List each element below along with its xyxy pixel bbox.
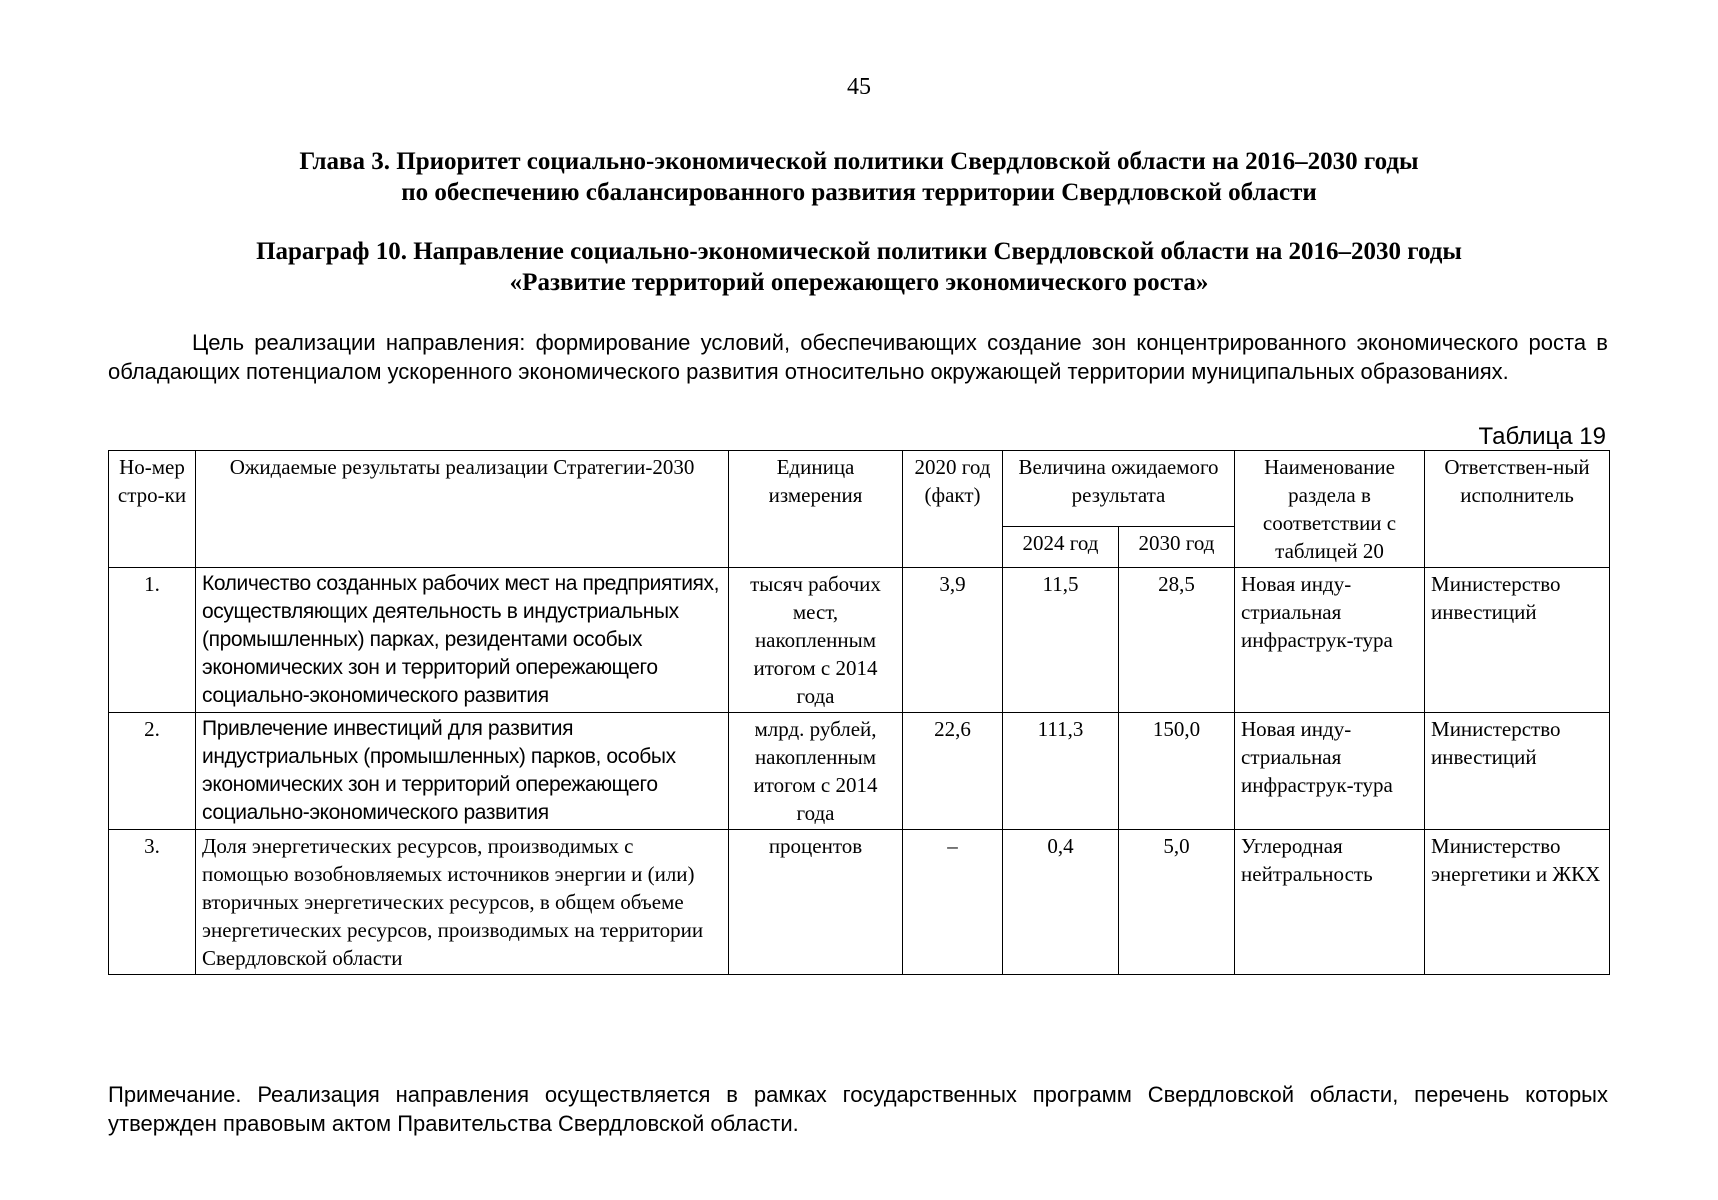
header-unit: Единица измерения <box>729 451 903 568</box>
row-value-2030: 5,0 <box>1119 830 1235 975</box>
row-result: Привлечение инвестиций для развития индустриальных (промышленных) парков, особых экономических зон и территорий опережающего социально-экономического развития <box>196 713 729 830</box>
row-responsible: Министерство инвестиций <box>1425 568 1610 713</box>
row-unit: процентов <box>729 830 903 975</box>
chapter-heading-line1: Глава 3. Приоритет социально-экономической политики Свердловской области на 2016–2030 годы <box>299 148 1419 175</box>
row-value-2030: 28,5 <box>1119 568 1235 713</box>
row-result: Количество созданных рабочих мест на предприятиях, осуществляющих деятельность в индустриальных (промышленных) парках, резидентами особых экономических зон и территорий опережающего социально-экономического развития <box>196 568 729 713</box>
header-year-2024: 2024 год <box>1003 526 1119 567</box>
goal-text: Цель реализации направления: формирование условий, обеспечивающих создание зон концентрированного экономического роста в обладающих потенциалом ускоренного экономического развития относительно окружающей территории муниципальных образованиях. <box>108 330 1608 384</box>
results-table <box>108 450 1610 975</box>
row-section: Углеродная нейтральность <box>1235 830 1425 975</box>
page-number: 45 <box>847 74 871 100</box>
row-value-2024: 111,3 <box>1003 713 1119 830</box>
row-number: 3. <box>109 830 196 975</box>
row-responsible: Министерство энергетики и ЖКХ <box>1425 830 1610 975</box>
paragraph-heading-line2: «Развитие территорий опережающего экономического роста» <box>509 269 1209 296</box>
paragraph-heading <box>0 236 1718 298</box>
row-value-2030: 150,0 <box>1119 713 1235 830</box>
row-unit: тысяч рабочих мест, накопленным итогом с 2014 года <box>729 568 903 713</box>
row-fact-2020: 22,6 <box>903 713 1003 830</box>
row-fact-2020: – <box>903 830 1003 975</box>
header-fact-2020: 2020 год (факт) <box>903 451 1003 568</box>
row-responsible: Министерство инвестиций <box>1425 713 1610 830</box>
row-value-2024: 0,4 <box>1003 830 1119 975</box>
header-year-2030: 2030 год <box>1119 526 1235 567</box>
table-row <box>109 568 1610 713</box>
paragraph-heading-line1: Параграф 10. Направление социально-экономической политики Свердловской области на 2016–2030 годы <box>256 238 1462 265</box>
note-text: Примечание. Реализация направления осуществляется в рамках государственных программ Свердловской области, перечень которых утвержден правовым актом Правительства Свердловской области. <box>108 1082 1608 1136</box>
row-fact-2020: 3,9 <box>903 568 1003 713</box>
row-result: Доля энергетических ресурсов, производимых с помощью возобновляемых источников энергии и (или) вторичных энергетических ресурсов, в общем объеме энергетических ресурсов, производимых на территории Свердловской области <box>196 830 729 975</box>
header-responsible: Ответствен-ный исполнитель <box>1425 451 1610 568</box>
row-value-2024: 11,5 <box>1003 568 1119 713</box>
chapter-heading-line2: по обеспечению сбалансированного развития территории Свердловской области <box>401 179 1317 206</box>
row-number: 2. <box>109 713 196 830</box>
row-number: 1. <box>109 568 196 713</box>
row-unit: млрд. рублей, накопленным итогом с 2014 года <box>729 713 903 830</box>
table-row <box>109 713 1610 830</box>
table-label: Таблица 19 <box>1478 423 1606 450</box>
chapter-heading <box>0 146 1718 208</box>
header-row-number: Но-мер стро-ки <box>109 451 196 568</box>
row-section: Новая инду-стриальная инфраструк-тура <box>1235 713 1425 830</box>
header-results: Ожидаемые результаты реализации Стратегии-2030 <box>196 451 729 568</box>
table-header-row <box>109 451 1610 527</box>
table-row <box>109 830 1610 975</box>
row-section: Новая инду-стриальная инфраструк-тура <box>1235 568 1425 713</box>
header-section: Наименование раздела в соответствии с таблицей 20 <box>1235 451 1425 568</box>
header-expected: Величина ожидаемого результата <box>1003 451 1235 527</box>
